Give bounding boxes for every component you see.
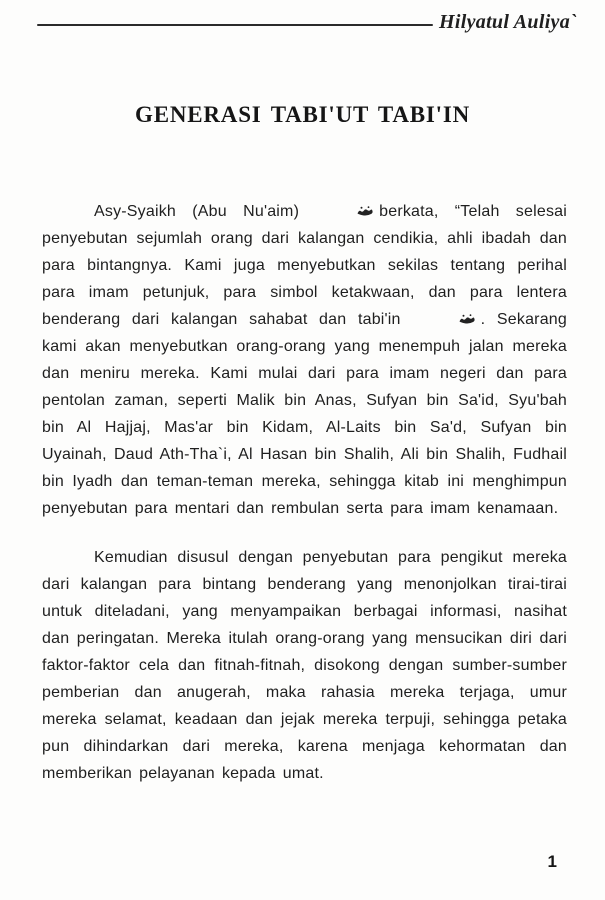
- body-text: [42, 198, 567, 787]
- page-number: 1: [547, 852, 557, 871]
- header-rule: [37, 24, 433, 26]
- page-footer: [548, 852, 557, 872]
- paragraph-1-segment-1: Asy-Syaikh (Abu Nu'aim): [94, 203, 300, 220]
- chapter-title: GENERASI TABI'UT TABI'IN: [135, 102, 470, 127]
- honorific-calligraphy-icon: [304, 205, 374, 217]
- running-title: Hilyatul Auliya`: [439, 10, 577, 33]
- paragraph-1-segment-3: . Sekarang kami akan menyebutkan orang-orang yang menempuh jalan mereka dan meniru mereka. Kami mulai dari para imam negeri dan para pentolan zaman, seperti Malik bin Anas, Sufyan bin Sa'id, Syu'bah bin Al Hajjaj, Mas'ar bin Kidam, Al-Laits bin Sa'd, Sufyan bin Uyainah, Daud Ath-Tha`i, Al Hasan bin Shalih, Ali bin Shalih, Fudhail bin Iyadh dan teman-teman mereka, sehingga kitab ini menghimpun penyebutan para mentari dan rembulan serta para imam kenamaan.: [42, 311, 568, 517]
- honorific-calligraphy-icon: [406, 313, 476, 325]
- page-header: [37, 8, 577, 36]
- paragraph-2: Kemudian disusul dengan penyebutan para pengikut mereka dari kalangan para bintang benderang yang menonjolkan tirai-tirai untuk diteladani, yang menyampaikan berbagai informasi, nasihat dan peringatan. Mereka itulah orang-orang yang mensucikan diri dari faktor-faktor cela dan fitnah-fitnah, disokong dengan sumber-sumber pemberian dan anugerah, maka rahasia mereka terjaga, umur mereka selamat, keadaan dan jejak mereka terpuji, sehingga petaka pun dihindarkan dari mereka, karena menjaga kehormatan dan memberikan pelayanan kepada umat.: [42, 549, 567, 782]
- paragraph-1-segment-2: berkata, “Telah selesai penyebutan sejumlah orang dari kalangan cendikia, ahli ibadah dan para bintangnya. Kami juga menyebutkan sekilas tentang perihal para imam petunjuk, para simbol ketakwaan, dan para lentera benderang dari kalangan sahabat dan tabi'in: [42, 203, 567, 328]
- paragraph-1: [42, 198, 567, 522]
